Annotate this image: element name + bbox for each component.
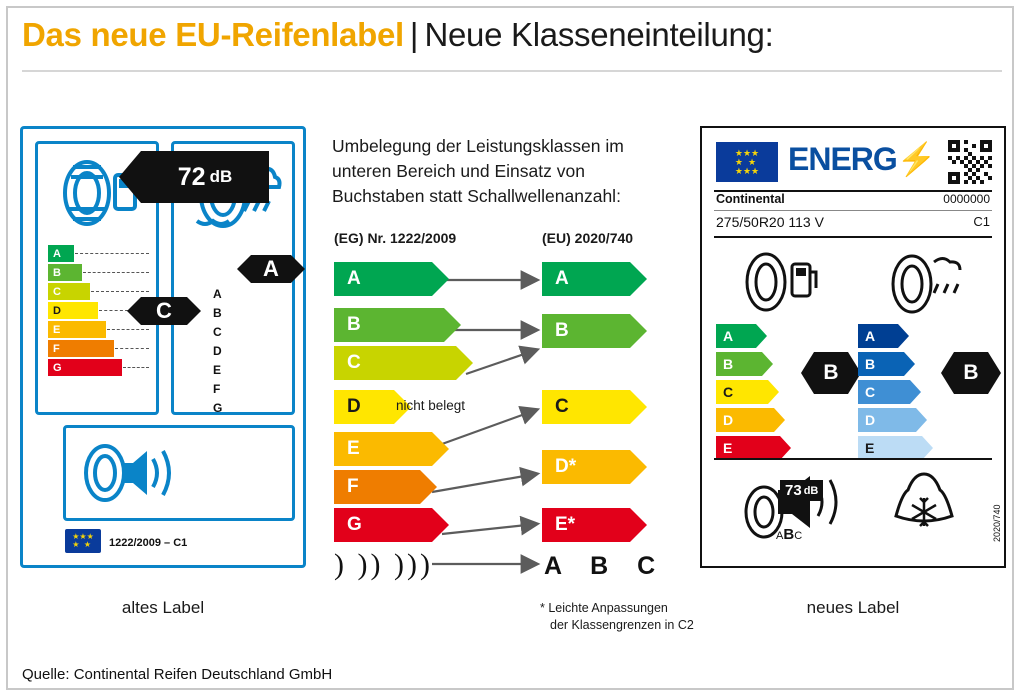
new-class-label: D* <box>555 456 577 477</box>
new-label-panel <box>700 126 1006 568</box>
title-highlight: Das neue EU-Reifenlabel <box>22 16 404 53</box>
divider <box>714 458 992 460</box>
leader-line <box>83 272 149 273</box>
new-fuel-result-badge: B <box>814 352 848 394</box>
eu-flag-icon: ★★★ ★ ★ ★★★ <box>716 142 778 182</box>
grade-row: D <box>858 408 948 432</box>
grade-row: D <box>48 302 143 319</box>
new-class-label: B <box>555 320 569 341</box>
middle-intro-text: Umbelegung der Leistungsklassen im unteren Bereich und Einsatz von Buchstaben statt Schallwellenanzahl: <box>332 136 624 206</box>
old-class-label: D <box>347 396 361 417</box>
old-class-label: C <box>347 352 361 373</box>
old-class-arrow <box>334 346 456 380</box>
source-credit: Quelle: Continental Reifen Deutschland GmbH <box>22 666 333 683</box>
new-label-brand: Continental <box>716 192 785 206</box>
new-regulation-column-head: (EU) 2020/740 <box>542 230 634 246</box>
grade-row: C <box>48 283 143 300</box>
eu-flag-icon: ★★★ ★ ★ <box>65 529 101 553</box>
old-class-arrow <box>334 390 394 424</box>
grade-row: A <box>858 324 948 348</box>
grade-row: E <box>716 436 806 460</box>
new-class-arrow <box>542 508 630 542</box>
grade-row: E <box>858 436 948 460</box>
divider <box>714 210 992 211</box>
old-fuel-result-badge: C <box>141 297 187 325</box>
old-label-caption: altes Label <box>121 598 205 617</box>
new-class-arrow <box>542 314 630 348</box>
old-wet-grade-list: A B C D E F G <box>213 287 223 415</box>
noise-letter-b: B <box>783 526 795 543</box>
grade-row: B <box>858 352 948 376</box>
old-regulation-number: 1222/2009 – C1 <box>109 537 188 549</box>
footnote-line-1: * Leichte Anpassungen <box>540 601 668 615</box>
energy-word: ENERG <box>788 141 897 177</box>
new-wet-grade-list <box>858 324 948 464</box>
new-label-caption: neues Label <box>806 598 900 617</box>
grade-row: B <box>716 352 806 376</box>
divider <box>714 236 992 238</box>
old-noise-unit: dB <box>209 167 233 186</box>
leader-line <box>123 367 149 368</box>
leader-line <box>91 291 149 292</box>
old-class-arrow <box>334 470 420 504</box>
old-class-label: B <box>347 314 361 335</box>
new-wet-result-badge: B <box>954 352 988 394</box>
new-noise-letters: A B C <box>544 552 667 580</box>
old-label-panel <box>20 126 306 568</box>
old-class-arrow <box>334 508 432 542</box>
old-wet-result-badge: A <box>251 255 291 283</box>
tyre-rain-icon <box>878 248 970 316</box>
page-title <box>22 16 1002 62</box>
old-class-arrow <box>334 262 432 296</box>
noise-waves-symbol: ) )) ))) <box>334 548 433 581</box>
old-noise-value: 72 <box>177 162 206 191</box>
qr-code-icon <box>948 140 992 184</box>
new-class-label: E* <box>555 514 576 535</box>
new-class-arrow <box>542 262 630 296</box>
footnote-line-2: der Klassengrenzen in C2 <box>550 618 694 632</box>
leader-line <box>107 329 149 330</box>
new-class-label: C <box>555 396 569 417</box>
grade-row: G <box>48 359 143 376</box>
grade-row: A <box>48 245 143 262</box>
old-class-arrow <box>334 308 444 342</box>
new-noise-unit: dB <box>803 484 819 497</box>
old-class-label: A <box>347 268 361 289</box>
title-rest: Neue Klasseneinteilung: <box>424 16 774 53</box>
new-label-tyre-class: C1 <box>973 214 990 229</box>
new-label-code: 0000000 <box>943 192 990 206</box>
new-class-label: A <box>555 268 569 289</box>
new-class-arrow <box>542 450 630 484</box>
old-regulation-column-head: (EG) Nr. 1222/2009 <box>334 230 457 246</box>
leader-line <box>75 253 149 254</box>
new-noise-badge <box>780 480 823 501</box>
new-class-arrow <box>542 390 630 424</box>
energy-wordmark: ENERG⚡ <box>788 141 936 177</box>
grade-row: C <box>716 380 806 404</box>
tyre-fuel-pump-icon <box>736 248 820 316</box>
new-label-tyre-size: 275/50R20 113 V <box>716 214 824 230</box>
leader-line <box>115 348 149 349</box>
noise-letter-a: A <box>776 530 784 542</box>
grade-row: D <box>716 408 806 432</box>
new-label-regulation-code: 2020/740 <box>992 504 1002 542</box>
header-divider-rule <box>22 70 1002 72</box>
title-divider: | <box>409 16 419 53</box>
old-class-d-note: nicht belegt <box>396 398 466 413</box>
old-class-label: E <box>347 438 360 459</box>
tyre-speaker-icon <box>79 441 175 505</box>
grade-row: E <box>48 321 143 338</box>
grade-row: C <box>858 380 948 404</box>
new-noise-value: 73 <box>785 482 802 499</box>
grade-row: A <box>716 324 806 348</box>
grade-row: F <box>48 340 143 357</box>
new-fuel-grade-list <box>716 324 806 464</box>
old-noise-badge <box>141 151 269 203</box>
noise-letter-c: C <box>794 530 803 542</box>
snowflake-3pmsf-icon <box>888 472 960 549</box>
grade-row: B <box>48 264 143 281</box>
old-class-arrow <box>334 432 432 466</box>
old-class-label: F <box>347 476 359 497</box>
old-class-label: G <box>347 514 362 535</box>
new-noise-class-letters <box>776 526 802 543</box>
